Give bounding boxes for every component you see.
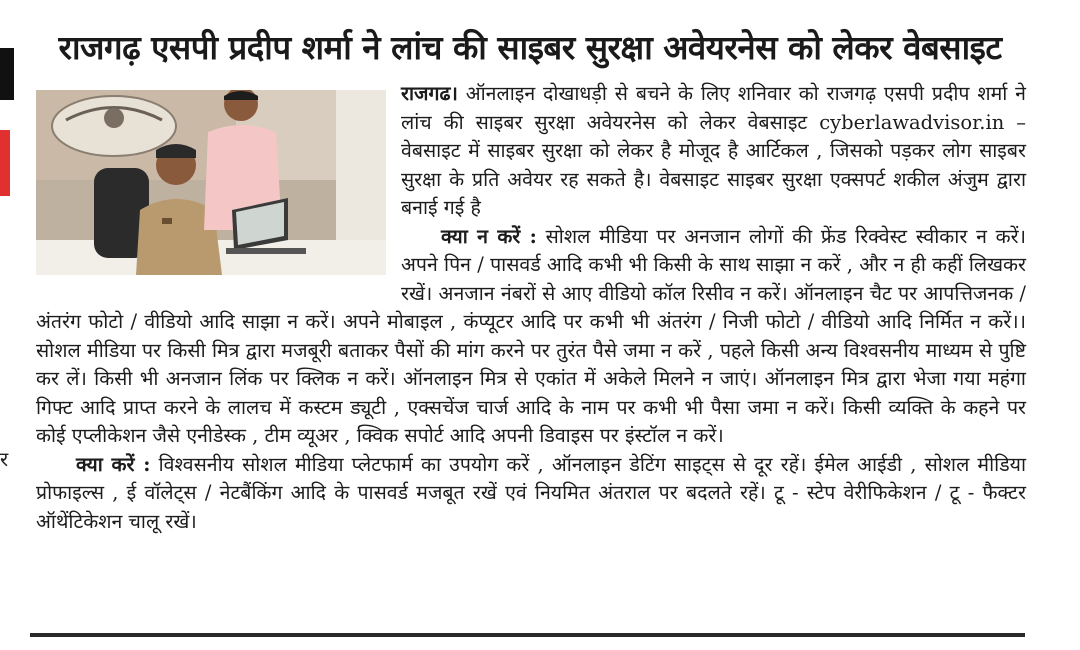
dateline-place: राजगढ। — [401, 82, 458, 105]
do-paragraph — [36, 451, 1026, 537]
dont-heading: क्या न करें : — [441, 224, 537, 248]
do-text: विश्वसनीय सोशल मीडिया प्लेटफार्म का उपयोग करें , ऑनलाइन डेटिंग साइट्स से दूर रहें। ईमेल आईडी , सोशल मीडिया प्रोफाइल्स , ई वॉलेट्स / नेटबैंकिंग आदि के पासवर्ड मजबूत रखें एवं नियमित अंतराल पर बदलते रहें। टू - स्टेप वेरीफिकेशन / टू - फैक्टर ऑथेंटिकेशन चालू रखें। — [36, 452, 1026, 533]
dont-text: सोशल मीडिया पर अनजान लोगों की फ्रेंड रिक्वेस्ट स्वीकार न करें। अपने पिन / पासवर्ड आदि कभी भी किसी के साथ साझा न करें , और न ही कहीं लिखकर रखें। अनजान नंबरों से आए वीडियो कॉल रिसीव न करें। ऑनलाइन चैट पर आपत्तिजनक / अंतरंग फोटो / वीडियो आदि साझा न करें। अपने मोबाइल , कंप्यूटर आदि पर कभी भी अंतरंग / निजी फोटो / वीडियो आदि निर्मित न करें।। सोशल मीडिया पर किसी मित्र द्वारा मजबूरी बताकर पैसों की मांग करने पर तुरंत पैसे जमा न करें , पहले किसी अन्य विश्वसनीय माध्यम से पुष्टि कर लें। किसी भी अनजान लिंक पर क्लिक न करें। ऑनलाइन मित्र से एकांत में अकेले मिलने न जाएं। ऑनलाइन मित्र द्वारा भेजा गया महंगा गिफ्ट आदि प्राप्त करने के लालच में कस्टम ड्यूटी , एक्सचेंज चार्ज आदि के नाम पर कभी भी पैसा जमा न करें। किसी व्यक्ति के कहने पर कोई एप्लीकेशन जैसे एनीडेस्क , टीम व्यूअर , क्विक सपोर्ट आदि अपनी डिवाइस पर इंस्टॉल न करें। — [36, 224, 1026, 447]
intro-text: ऑनलाइन दोखाधड़ी से बचने के लिए शनिवार को राजगढ़ एसपी प्रदीप शर्मा ने लांच की साइबर सुरक्षा अवेयरनेस को लेकर वेबसाइट cyberlawadvisor.in – वेबसाइट में साइबर सुरक्षा को लेकर है मोजूद है आर्टिकल , जिसको पड़कर लोग साइबर सुरक्षा के प्रति अवेयर रह सकते है। वेबसाइट साइबर सुरक्षा एक्सपर्ट शकील अंजुम द्वारा बनाई गई है — [401, 82, 1026, 219]
adjacent-column-mark — [0, 48, 14, 100]
adjacent-column-red-block — [0, 130, 10, 196]
do-heading: क्या करें : — [76, 452, 151, 476]
bottom-rule — [30, 633, 1025, 637]
photo-spacer — [36, 80, 401, 280]
headline: राजगढ़ एसपी प्रदीप शर्मा ने लांच की साइबर सुरक्षा अवेयरनेस को लेकर वेबसाइट — [58, 28, 1002, 67]
adjacent-column-fragment: र — [0, 447, 9, 471]
article-body — [36, 80, 1026, 536]
